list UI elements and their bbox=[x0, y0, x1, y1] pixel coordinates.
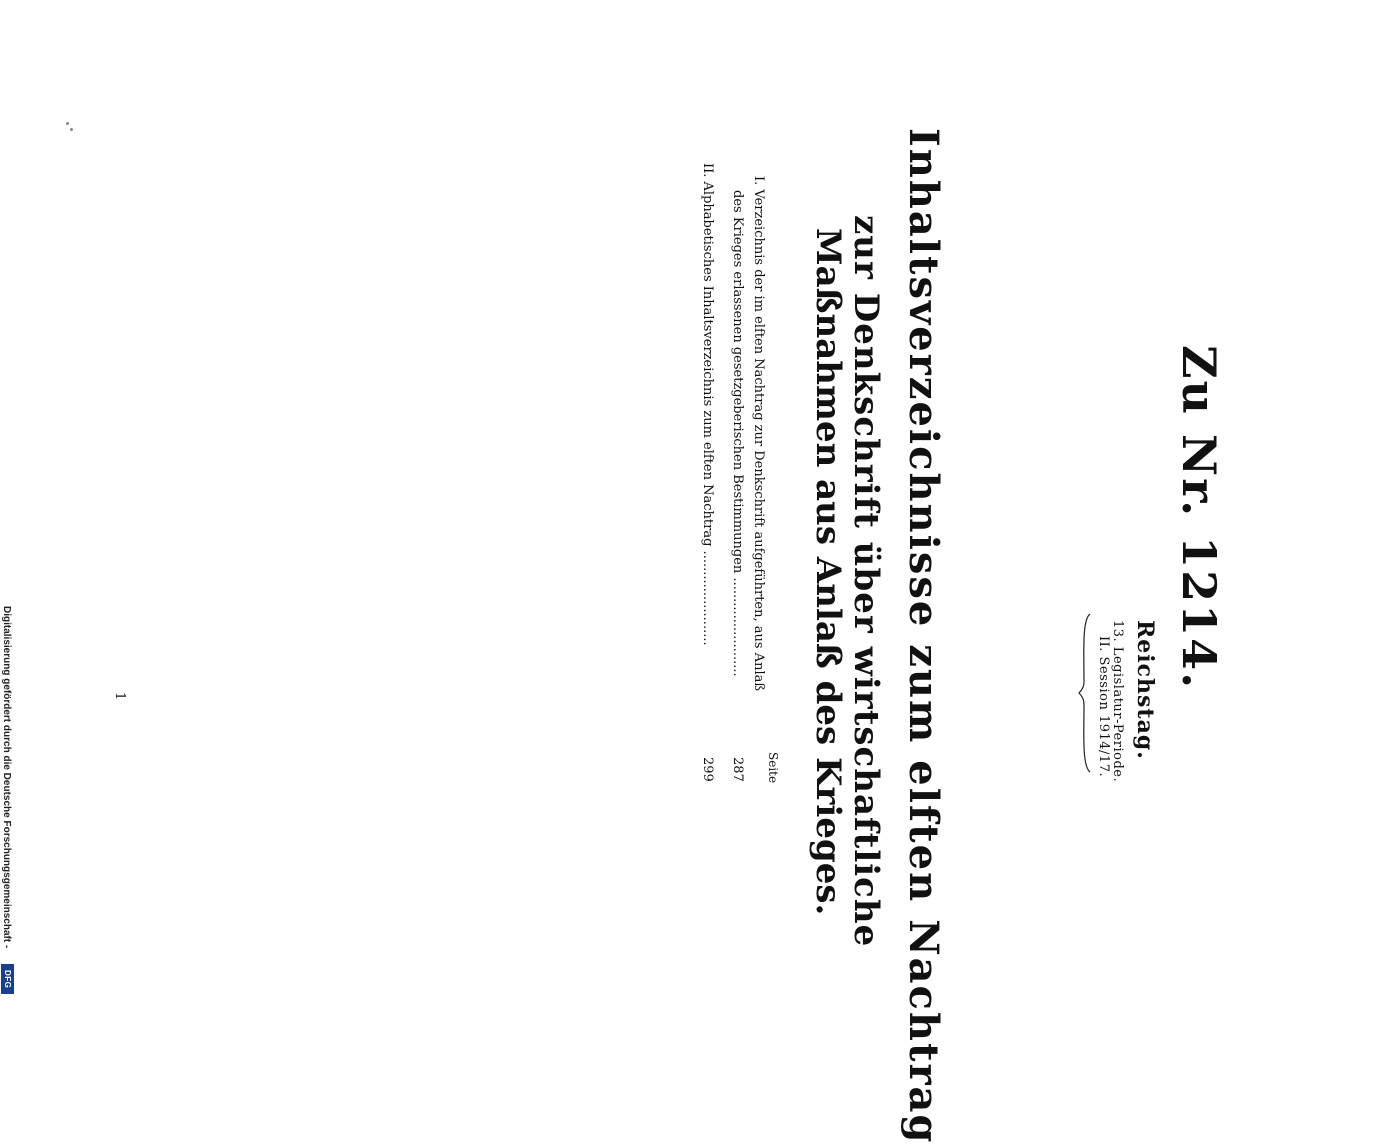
legislature-period: 13. Legislatur-Periode. bbox=[1110, 620, 1125, 783]
session-label: II. Session 1914/17. bbox=[1096, 636, 1111, 778]
reichstag-session-block bbox=[1078, 612, 1160, 783]
parliament-label: Reichstag. bbox=[1132, 620, 1158, 760]
title-line-1: Inhaltsverzeichnisse zum elften Nachtrag bbox=[900, 128, 947, 1144]
dfg-logo-icon: DFG bbox=[1, 964, 14, 994]
toc-entry-2-page: 299 bbox=[700, 757, 715, 782]
title-line-3: Maßnahmen aus Anlaß des Krieges. bbox=[808, 228, 848, 916]
digitization-credit: Digitalisierung gefördert durch die Deutsche Forschungsgemeinschaft - bbox=[1, 606, 12, 949]
title-line-2: zur Denkschrift über wirtschaftliche bbox=[846, 215, 886, 948]
scan-artifact bbox=[70, 128, 73, 131]
toc-entry-2-line-1: II. Alphabetisches Inhaltsverzeichnis zum elften Nachtrag ....................... bbox=[700, 163, 715, 646]
scan-artifact bbox=[66, 122, 69, 125]
toc-entry-1-line-2: des Krieges erlassenen gesetzgeberischen Bestimmungen ........................ bbox=[730, 190, 745, 677]
toc-entry-1-page: 287 bbox=[730, 757, 745, 782]
document-number-heading: Zu Nr. 1214. bbox=[1172, 345, 1226, 691]
brace-icon bbox=[1078, 612, 1092, 774]
toc-entry-1-line-1: I. Verzeichnis der im elften Nachtrag zur Denkschrift aufgeführten, aus Anlaß bbox=[751, 176, 766, 692]
page-number: 1 bbox=[112, 692, 127, 701]
toc-page-column-header: Seite bbox=[766, 752, 780, 784]
